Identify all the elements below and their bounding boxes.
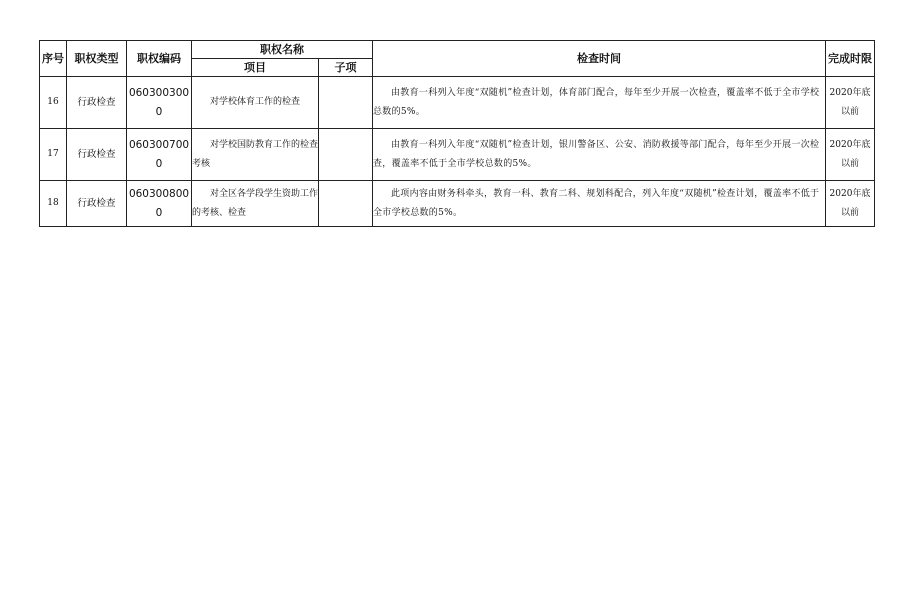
cell-sub-item [319,77,373,129]
header-power-type: 职权类型 [67,41,127,77]
cell-check-time: 由教育一科列入年度“双随机”检查计划，银川警备区、公安、消防救援等部门配合，每年至少开展一次检查，覆盖率不低于全市学校总数的5%。 [373,129,826,181]
header-seq: 序号 [40,41,67,77]
cell-item: 对学校体育工作的检查 [192,77,319,129]
cell-power-type: 行政检查 [67,77,127,129]
header-sub-item: 子项 [319,59,373,77]
power-inspection-table [39,40,875,227]
cell-completion: 2020年底以前 [826,129,875,181]
table-row [40,129,875,181]
cell-seq: 16 [40,77,67,129]
table-row [40,77,875,129]
cell-item: 对全区各学段学生资助工作的考核、检查 [192,181,319,227]
header-power-code: 职权编码 [127,41,192,77]
cell-power-code: 0603007000 [127,129,192,181]
cell-power-type: 行政检查 [67,129,127,181]
cell-power-code: 0603008000 [127,181,192,227]
cell-power-type: 行政检查 [67,181,127,227]
header-check-time: 检查时间 [373,41,826,77]
cell-sub-item [319,181,373,227]
cell-completion: 2020年底以前 [826,181,875,227]
cell-completion: 2020年底以前 [826,77,875,129]
header-power-name: 职权名称 [192,41,373,59]
cell-seq: 18 [40,181,67,227]
header-row-top [40,41,875,59]
cell-seq: 17 [40,129,67,181]
table-row [40,181,875,227]
cell-check-time: 由教育一科列入年度“双随机”检查计划，体育部门配合，每年至少开展一次检查，覆盖率不低于全市学校总数的5%。 [373,77,826,129]
cell-check-time: 此项内容由财务科牵头，教育一科、教育二科、规划科配合，列入年度“双随机”检查计划，覆盖率不低于全市学校总数的5%。 [373,181,826,227]
header-completion: 完成时限 [826,41,875,77]
cell-power-code: 0603003000 [127,77,192,129]
cell-item: 对学校国防教育工作的检查考核 [192,129,319,181]
cell-sub-item [319,129,373,181]
header-item: 项目 [192,59,319,77]
